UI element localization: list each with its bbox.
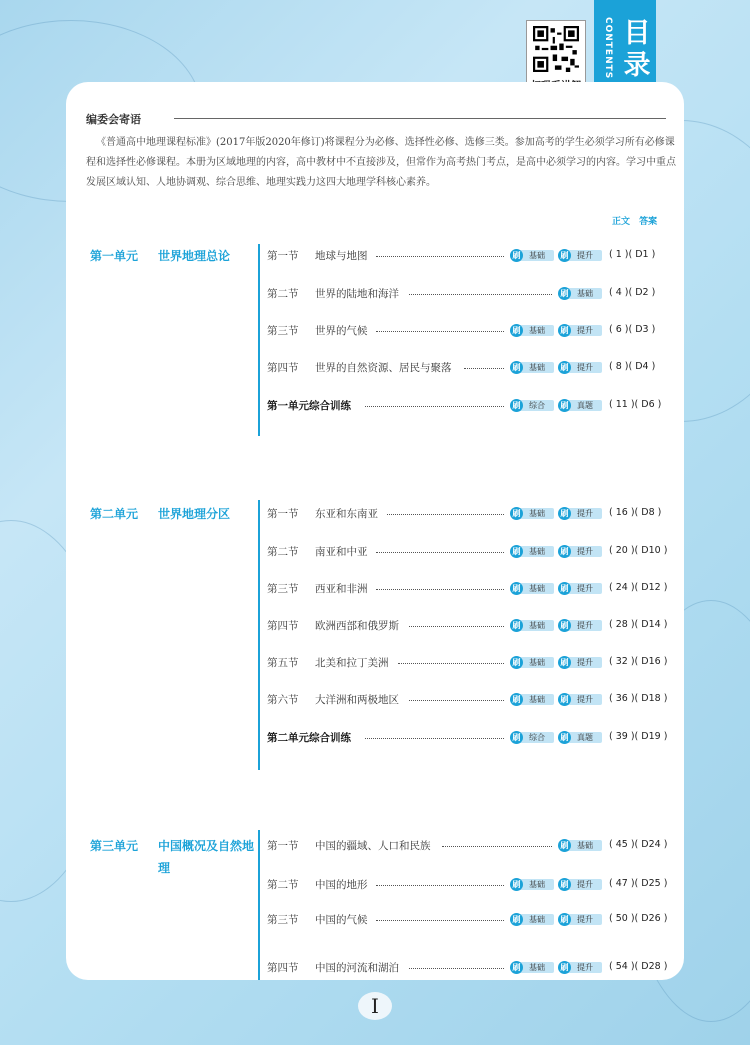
brush-icon: 刷: [558, 582, 571, 595]
topic-label: 欧洲西部和俄罗斯: [315, 620, 399, 632]
section-label: 第二单元综合训练: [267, 732, 351, 744]
practice-tag: [510, 878, 554, 891]
page-ref: ( 36 )( D18 ): [609, 693, 668, 704]
page-ref: ( 4 )( D2 ): [609, 287, 656, 298]
practice-tag: [510, 361, 554, 374]
topic-label: 东亚和东南亚: [315, 508, 378, 520]
toc-entry[interactable]: [267, 360, 679, 376]
brush-icon: 刷: [510, 961, 523, 974]
brush-icon: 刷: [558, 287, 571, 300]
leader-dots: [376, 552, 504, 553]
toc-entry[interactable]: [267, 838, 679, 854]
brush-icon: 刷: [558, 961, 571, 974]
tag-label: 真题: [568, 400, 602, 411]
practice-tag: [558, 507, 602, 520]
brush-icon: 刷: [510, 249, 523, 262]
leader-dots: [376, 920, 504, 921]
column-legend: [606, 214, 657, 227]
tag-label: 提升: [568, 508, 602, 519]
practice-tag: [510, 399, 554, 412]
topic-label: 北美和拉丁美洲: [315, 657, 389, 669]
tag-label: 基础: [568, 840, 602, 851]
tag-label: 提升: [568, 694, 602, 705]
brush-icon: 刷: [558, 693, 571, 706]
tag-label: 基础: [520, 362, 554, 373]
leader-dots: [409, 700, 504, 701]
brush-icon: 刷: [558, 731, 571, 744]
practice-tag: [510, 656, 554, 669]
practice-tag: [558, 249, 602, 262]
editor-label: 编委会寄语: [86, 113, 141, 126]
tag-label: 基础: [520, 325, 554, 336]
page-ref: ( 39 )( D19 ): [609, 731, 668, 742]
practice-tag: [510, 693, 554, 706]
unit-title: [90, 835, 254, 879]
toc-entry[interactable]: [267, 544, 679, 560]
practice-tag: [510, 582, 554, 595]
topic-label: 西亚和非洲: [315, 583, 368, 595]
leader-dots: [376, 256, 504, 257]
leader-dots: [376, 331, 504, 332]
brush-icon: 刷: [510, 913, 523, 926]
brush-icon: 刷: [510, 324, 523, 337]
topic-label: 世界的自然资源、居民与聚落: [315, 362, 452, 374]
title-chinese: 目录: [623, 18, 651, 81]
practice-tag: [558, 731, 602, 744]
practice-tag: [510, 249, 554, 262]
practice-tag: [558, 656, 602, 669]
toc-entry[interactable]: [267, 506, 679, 522]
tag-label: 提升: [568, 657, 602, 668]
page-ref: ( 45 )( D24 ): [609, 839, 668, 850]
legend-main: 正文: [612, 217, 631, 227]
unit-name: 世界地理总论: [158, 249, 231, 263]
section-label: 第二节: [267, 879, 299, 891]
practice-tag: [558, 839, 602, 852]
tag-label: 基础: [520, 508, 554, 519]
practice-tag: [558, 619, 602, 632]
tag-label: 基础: [520, 962, 554, 973]
leader-dots: [365, 406, 504, 407]
section-label: 第四节: [267, 620, 299, 632]
section-label: 第三节: [267, 583, 299, 595]
topic-label: 中国的地形: [315, 879, 368, 891]
page-ref: ( 54 )( D28 ): [609, 961, 668, 972]
brush-icon: 刷: [558, 878, 571, 891]
tag-label: 提升: [568, 962, 602, 973]
brush-icon: 刷: [558, 656, 571, 669]
legend-answer: 答案: [639, 217, 658, 227]
practice-tag: [558, 961, 602, 974]
intro-paragraph: 《普通高中地理课程标准》(2017年版2020年修订)将课程分为必修、选择性必修、选修三类。参加高考的学生必须学习所有必修课程和选择性必修课程。本册为区域地理的内容，高中教材中不直接涉及，但常作为高考热门考点，是高中必须学习的内容。学习中重点发展区域认知、人地协调观、综合思维、地理实践力这四大地理学科核心素养。: [86, 137, 676, 188]
section-label: 第二节: [267, 546, 299, 558]
tag-label: 提升: [568, 362, 602, 373]
section-label: 第一单元综合训练: [267, 400, 351, 412]
practice-tag: [558, 399, 602, 412]
toc-entry[interactable]: [267, 877, 679, 893]
tag-label: 真题: [568, 732, 602, 743]
practice-tag: [510, 961, 554, 974]
leader-dots: [442, 846, 552, 847]
unit-divider-bar: [258, 830, 260, 980]
practice-tag: [510, 619, 554, 632]
section-label: 第三节: [267, 325, 299, 337]
toc-entry[interactable]: [267, 960, 679, 976]
section-label: 第一节: [267, 840, 299, 852]
leader-dots: [365, 738, 504, 739]
tag-label: 提升: [568, 583, 602, 594]
brush-icon: 刷: [558, 545, 571, 558]
unit-name: 世界地理分区: [158, 507, 231, 521]
brush-icon: 刷: [558, 839, 571, 852]
brush-icon: 刷: [558, 249, 571, 262]
unit-number: 第一单元: [90, 249, 139, 263]
topic-label: 中国的河流和湖泊: [315, 962, 399, 974]
brush-icon: 刷: [510, 878, 523, 891]
topic-label: 世界的陆地和海洋: [315, 288, 399, 300]
brush-icon: 刷: [510, 399, 523, 412]
divider: [174, 118, 666, 119]
topic-label: 世界的气候: [315, 325, 368, 337]
practice-tag: [510, 731, 554, 744]
tag-label: 提升: [568, 914, 602, 925]
leader-dots: [376, 885, 504, 886]
toc-entry[interactable]: [267, 323, 679, 339]
page-ref: ( 32 )( D16 ): [609, 656, 668, 667]
page-ref: ( 1 )( D1 ): [609, 249, 656, 260]
brush-icon: 刷: [558, 507, 571, 520]
section-label: 第四节: [267, 362, 299, 374]
tag-label: 基础: [520, 879, 554, 890]
tag-label: 基础: [568, 288, 602, 299]
tag-label: 基础: [520, 657, 554, 668]
practice-tag: [558, 545, 602, 558]
toc-entry[interactable]: [267, 581, 679, 597]
practice-tag: [510, 545, 554, 558]
unit-number: 第二单元: [90, 507, 139, 521]
section-label: 第一节: [267, 250, 299, 262]
topic-label: 大洋洲和两极地区: [315, 694, 399, 706]
section-label: 第四节: [267, 962, 299, 974]
page-number: I: [358, 992, 392, 1020]
topic-label: 中国的疆域、人口和民族: [315, 840, 431, 852]
tag-label: 基础: [520, 694, 554, 705]
brush-icon: 刷: [510, 656, 523, 669]
tag-label: 基础: [520, 583, 554, 594]
toc-entry[interactable]: [267, 398, 679, 414]
unit-name: 中国概况及自然地理: [158, 839, 255, 875]
page-ref: ( 16 )( D8 ): [609, 507, 662, 518]
brush-icon: 刷: [510, 582, 523, 595]
page-ref: ( 6 )( D3 ): [609, 324, 656, 335]
brush-icon: 刷: [510, 507, 523, 520]
brush-icon: 刷: [510, 545, 523, 558]
toc-entry[interactable]: [267, 692, 679, 708]
section-label: 第二节: [267, 288, 299, 300]
practice-tag: [558, 913, 602, 926]
page-ref: ( 28 )( D14 ): [609, 619, 668, 630]
practice-tag: [558, 878, 602, 891]
tag-label: 提升: [568, 879, 602, 890]
brush-icon: 刷: [510, 619, 523, 632]
section-label: 第一节: [267, 508, 299, 520]
unit-number: 第三单元: [90, 839, 139, 853]
leader-dots: [376, 589, 504, 590]
unit-title: [90, 245, 254, 267]
tag-label: 基础: [520, 546, 554, 557]
practice-tag: [558, 361, 602, 374]
section-label: 第五节: [267, 657, 299, 669]
unit-title: [90, 503, 254, 525]
unit-divider-bar: [258, 244, 260, 436]
page-ref: ( 20 )( D10 ): [609, 545, 668, 556]
tag-label: 提升: [568, 546, 602, 557]
practice-tag: [558, 324, 602, 337]
brush-icon: 刷: [558, 361, 571, 374]
tag-label: 基础: [520, 250, 554, 261]
section-label: 第三节: [267, 914, 299, 926]
leader-dots: [409, 626, 504, 627]
leader-dots: [409, 294, 552, 295]
page-ref: ( 11 )( D6 ): [609, 399, 662, 410]
brush-icon: 刷: [510, 731, 523, 744]
page-ref: ( 24 )( D12 ): [609, 582, 668, 593]
tag-label: 基础: [520, 914, 554, 925]
section-label: 第六节: [267, 694, 299, 706]
toc-entry[interactable]: [267, 286, 679, 302]
tag-label: 提升: [568, 620, 602, 631]
title-english: CONTENTS: [603, 17, 613, 80]
practice-tag: [510, 507, 554, 520]
qr-code-icon: [533, 26, 579, 72]
topic-label: 南亚和中亚: [315, 546, 368, 558]
tag-label: 综合: [520, 400, 554, 411]
brush-icon: 刷: [558, 619, 571, 632]
toc-entry[interactable]: [267, 655, 679, 671]
practice-tag: [558, 287, 602, 300]
tag-label: 综合: [520, 732, 554, 743]
tag-label: 提升: [568, 250, 602, 261]
tag-label: 基础: [520, 620, 554, 631]
topic-label: 中国的气候: [315, 914, 368, 926]
brush-icon: 刷: [510, 693, 523, 706]
page-ref: ( 8 )( D4 ): [609, 361, 656, 372]
page-ref: ( 50 )( D26 ): [609, 913, 668, 924]
leader-dots: [464, 368, 504, 369]
brush-icon: 刷: [510, 361, 523, 374]
brush-icon: 刷: [558, 324, 571, 337]
toc-entry[interactable]: [267, 912, 679, 928]
leader-dots: [387, 514, 504, 515]
tag-label: 提升: [568, 325, 602, 336]
practice-tag: [558, 693, 602, 706]
page-ref: ( 47 )( D25 ): [609, 878, 668, 889]
toc-entry[interactable]: [267, 730, 679, 746]
topic-label: 地球与地图: [315, 250, 368, 262]
leader-dots: [409, 968, 504, 969]
practice-tag: [558, 582, 602, 595]
practice-tag: [510, 913, 554, 926]
toc-entry[interactable]: [267, 618, 679, 634]
brush-icon: 刷: [558, 399, 571, 412]
practice-tag: [510, 324, 554, 337]
leader-dots: [398, 663, 504, 664]
brush-icon: 刷: [558, 913, 571, 926]
toc-entry[interactable]: [267, 248, 679, 264]
unit-divider-bar: [258, 500, 260, 770]
